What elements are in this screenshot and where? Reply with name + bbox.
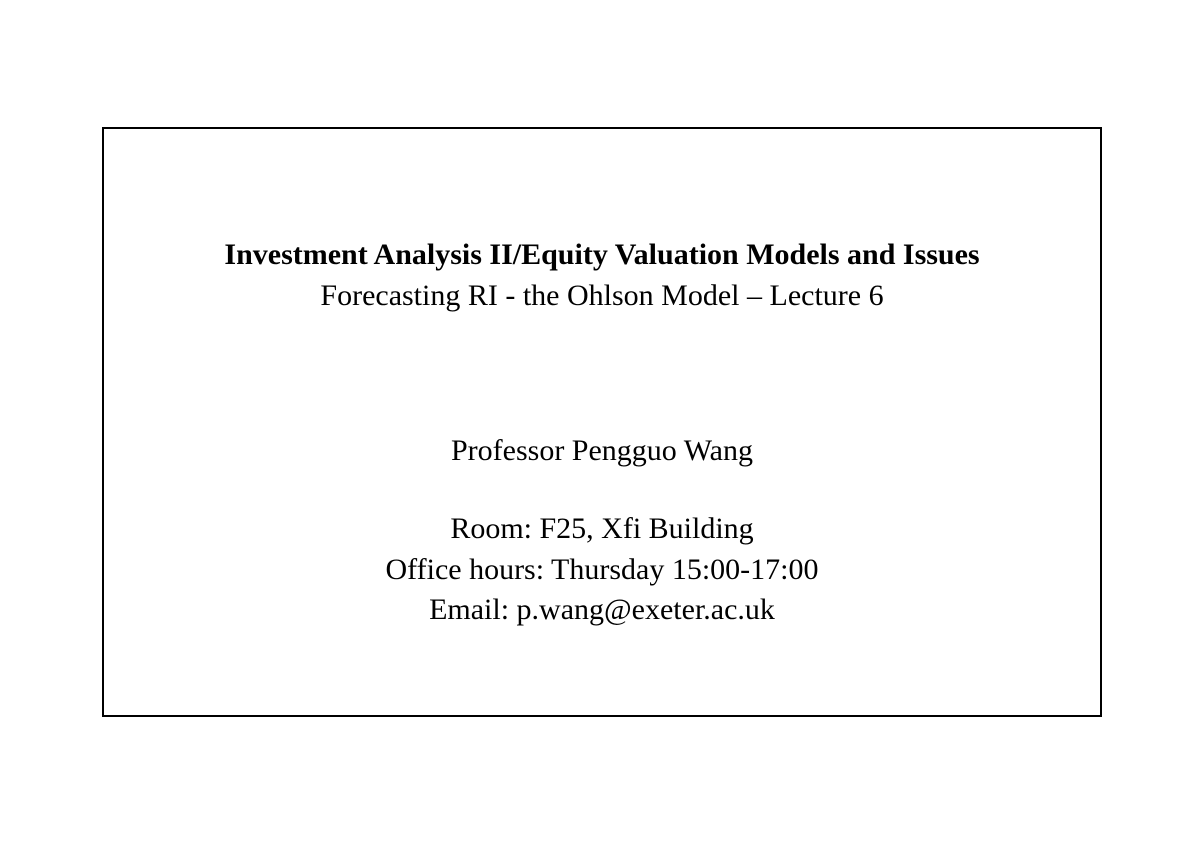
room-info: Room: F25, Xfi Building bbox=[450, 512, 754, 545]
course-title: Investment Analysis II/Equity Valuation Models and Issues bbox=[224, 238, 980, 271]
professor-name: Professor Pengguo Wang bbox=[450, 434, 753, 467]
office-hours: Office hours: Thursday 15:00-17:00 bbox=[385, 553, 819, 586]
email-address: Email: p.wang@exeter.ac.uk bbox=[429, 593, 775, 626]
title-slide-frame bbox=[102, 127, 1102, 717]
lecture-subtitle: Forecasting RI - the Ohlson Model – Lecture 6 bbox=[320, 279, 884, 312]
